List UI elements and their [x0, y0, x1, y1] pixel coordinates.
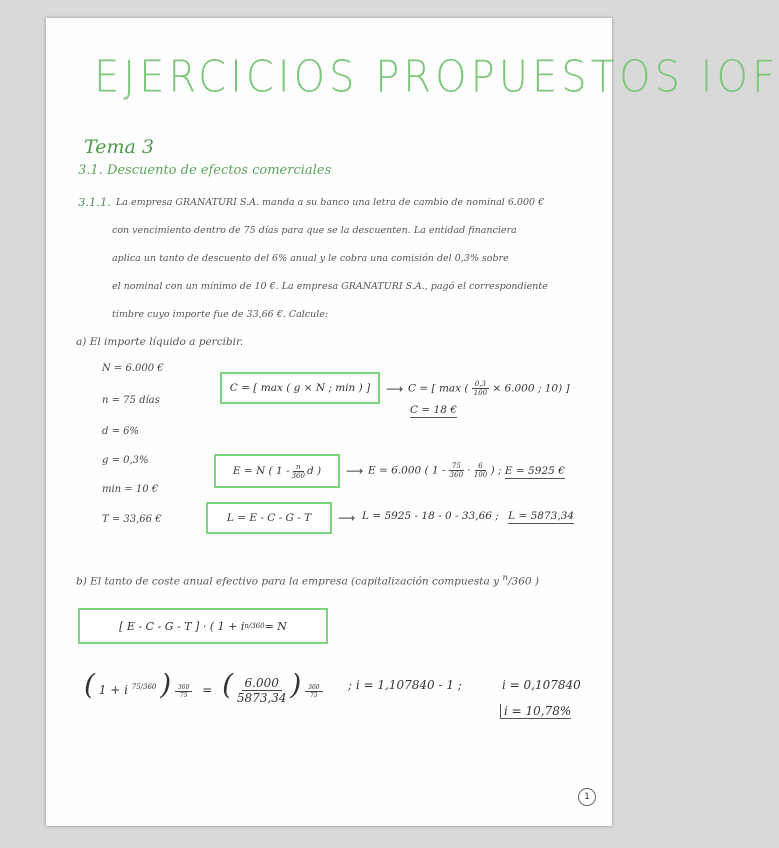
given-N: N = 6.000 €: [102, 363, 164, 374]
left-paren-icon: (: [222, 668, 234, 701]
exercise-number: 3.1.1.: [78, 195, 111, 209]
solve-base: 1 + i: [98, 683, 128, 697]
effective-calc: [368, 462, 565, 479]
question-b-sup: n: [502, 573, 508, 583]
solve-equals: =: [202, 683, 213, 697]
arrow-icon: ⟶: [386, 382, 404, 396]
liquid-result: L = 5873,34: [508, 510, 575, 522]
right-paren-icon: ): [290, 668, 302, 701]
question-a: a) El importe líquido a percibir.: [76, 336, 244, 348]
commission-calc-prefix: C = [ max (: [408, 382, 469, 395]
fraction-numerator: 360: [175, 684, 192, 692]
cost-formula-exp: n/360: [244, 622, 265, 630]
formula-commission: C = [ max ( g × N ; min ) ]: [229, 382, 371, 394]
commission-result-value: C = 18 €: [410, 404, 457, 416]
topic-heading: Tema 3: [84, 136, 154, 158]
fraction-numerator: 6: [475, 462, 485, 471]
given-g: g = 0,3%: [102, 455, 149, 466]
liquid-calc-text: L = 5925 - 18 - 0 - 33,66 ;: [362, 510, 499, 522]
fraction-denominator: 360: [291, 471, 305, 480]
given-min: min = 10 €: [102, 484, 159, 495]
effective-calc-prefix: E = 6.000 ( 1 -: [368, 464, 446, 477]
commission-calc: [408, 380, 570, 397]
fraction: [474, 462, 487, 479]
arrow-icon: ⟶: [346, 464, 364, 478]
effective-calc-suffix: ) ;: [490, 464, 502, 477]
statement-line-1: La empresa GRANATURI S.A. manda a su banco una letra de cambio de nominal 6.000 €: [116, 197, 545, 208]
statement-line-4: el nominal con un mínimo de 10 €. La empresa GRANATURI S.A., pagó el correspondiente: [112, 281, 548, 292]
formula-box-cost: [78, 608, 328, 644]
question-b-tail: /360 ): [507, 575, 539, 588]
fraction: [175, 684, 192, 699]
question-b-text: b) El tanto de coste anual efectivo para la empresa (capitalización compuesta y: [76, 575, 499, 588]
fraction-numerator: 75: [449, 462, 464, 471]
liquid-calc: [362, 510, 574, 522]
fraction: [237, 676, 287, 705]
formula-box-liquid: [206, 502, 332, 534]
solve-inner-exp: 75/360: [131, 683, 157, 691]
commission-result: [410, 404, 457, 416]
statement-line-5: timbre cuyo importe fue de 33,66 €. Calcule:: [112, 309, 329, 320]
solve-result-1: ; i = 1,107840 - 1 ;: [348, 678, 462, 692]
fraction-denominator: 360: [449, 471, 464, 479]
fraction: [292, 463, 305, 480]
right-paren-icon: ): [160, 668, 172, 701]
commission-calc-suffix: × 6.000 ; 10) ]: [492, 382, 570, 395]
arrow-icon: ⟶: [338, 511, 356, 525]
statement-line-2: con vencimiento dentro de 75 días para que se la descuenten. La entidad financiera: [112, 225, 517, 236]
section-heading: 3.1. Descuento de efectos comerciales: [78, 163, 332, 178]
page-title: EJERCICIOS PROPUESTOS IOF: [94, 51, 779, 103]
statement-line-3: aplica un tanto de descuento del 6% anual y le cobra una comisión del 0,3% sobre: [112, 253, 509, 264]
fraction: [449, 462, 464, 479]
left-paren-icon: (: [84, 668, 95, 701]
given-T: T = 33,66 €: [102, 514, 162, 525]
fraction-denominator: 5873,34: [236, 691, 287, 705]
question-b: [76, 573, 539, 588]
fraction-denominator: 100: [473, 389, 488, 397]
cost-formula-rhs: = N: [264, 619, 287, 633]
formula-liquid: L = E - C - G - T: [226, 512, 312, 524]
formula-box-effective: [214, 454, 340, 488]
fraction: [472, 380, 489, 397]
fraction-numerator: 6.000: [242, 676, 282, 691]
fraction: [305, 684, 322, 699]
formula-box-commission: [220, 372, 380, 404]
effective-prefix: E = N ( 1 -: [232, 465, 290, 477]
fraction-numerator: 0,3: [472, 380, 489, 389]
page-number: 1: [578, 788, 596, 806]
effective-result: E = 5925 €: [504, 464, 565, 477]
fraction-numerator: n: [293, 463, 304, 472]
cost-formula-main: [ E - C - G - T ] · ( 1 + i: [119, 619, 245, 633]
solve-result-2: i = 0,107840: [502, 678, 581, 692]
solve-equation: [84, 668, 323, 705]
final-result: i = 10,78%: [500, 704, 571, 719]
given-d: d = 6%: [102, 426, 140, 437]
fraction-denominator: 75: [179, 692, 188, 699]
document-page: [46, 18, 779, 826]
effective-calc-mid: ·: [467, 464, 471, 477]
effective-suffix: d ): [306, 465, 322, 477]
fraction-denominator: 100: [473, 471, 488, 479]
fraction-denominator: 75: [310, 692, 318, 699]
given-n: n = 75 días: [102, 395, 160, 406]
fraction-numerator: 360: [305, 684, 322, 692]
